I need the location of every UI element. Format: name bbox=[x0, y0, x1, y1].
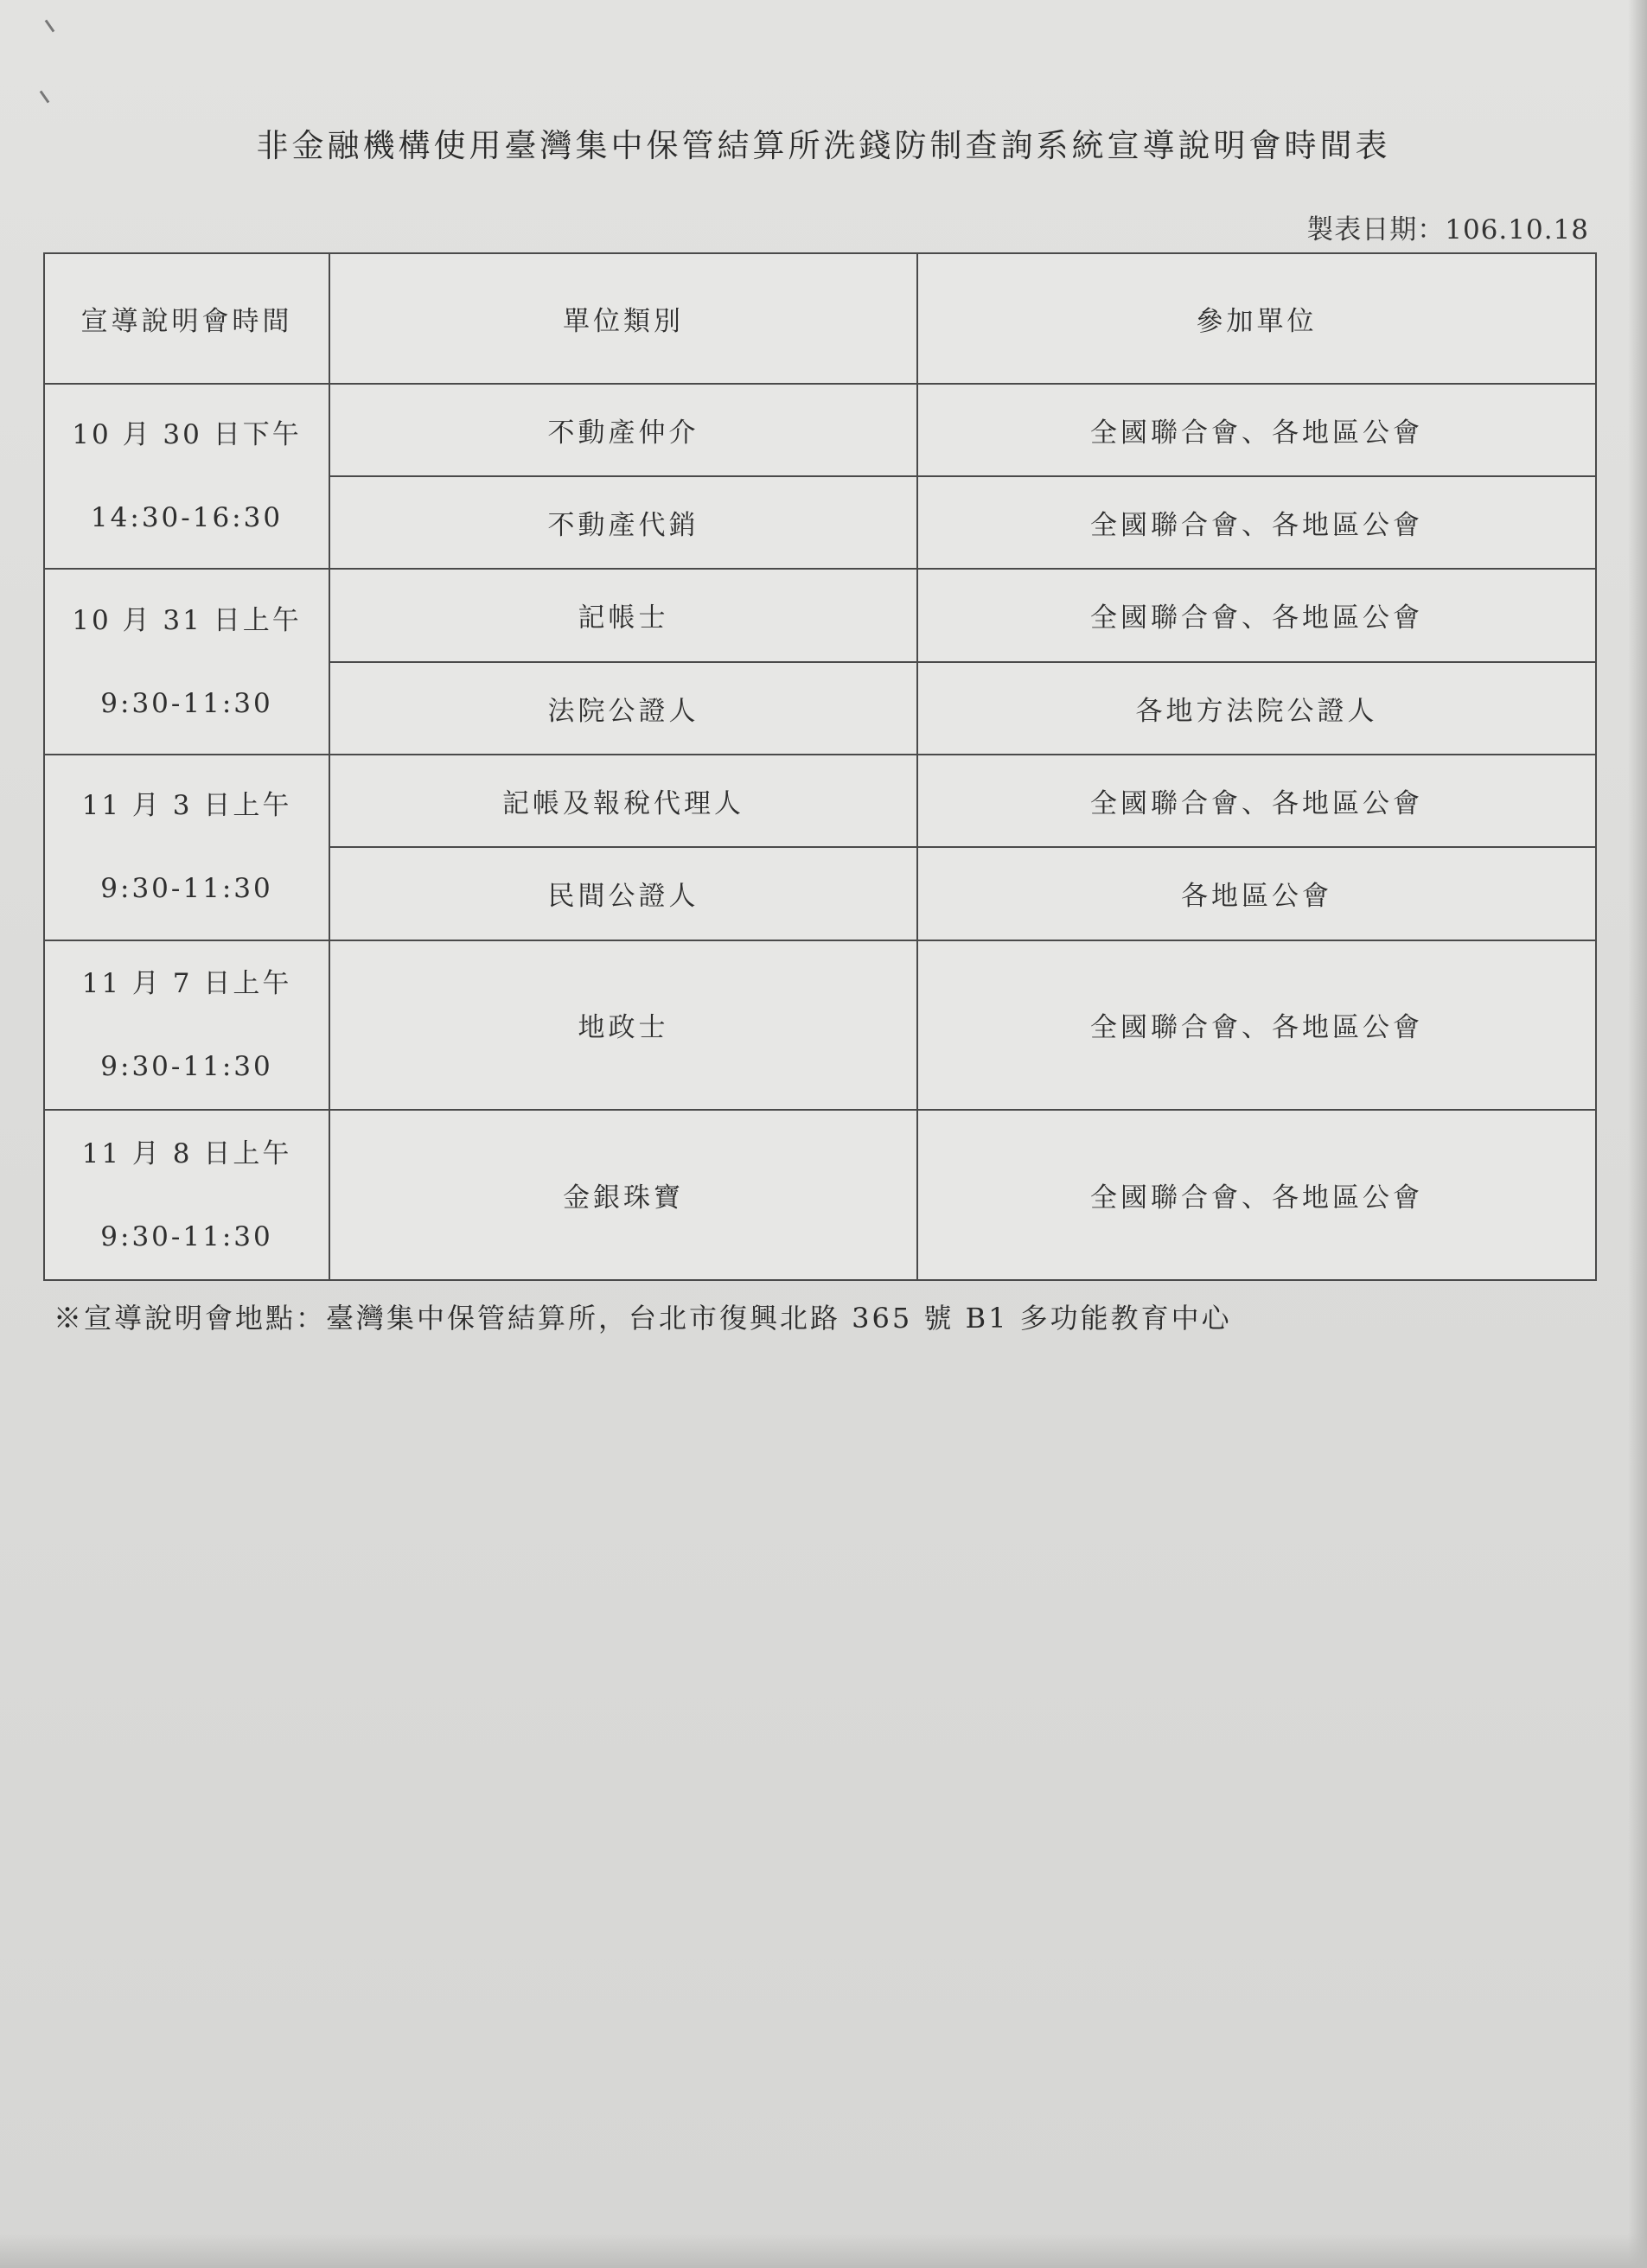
schedule-table bbox=[43, 252, 1597, 1281]
category-cell: 不動產代銷 bbox=[329, 476, 917, 569]
session-time-cell bbox=[44, 755, 329, 940]
category-cell: 記帳士 bbox=[329, 569, 917, 661]
participants-cell: 全國聯合會、各地區公會 bbox=[917, 384, 1596, 476]
session-time: 9:30-11:30 bbox=[100, 873, 273, 905]
creation-date: 製表日期：106.10.18 bbox=[1306, 214, 1589, 245]
participants-cell: 全國聯合會、各地區公會 bbox=[917, 476, 1596, 569]
table-row bbox=[44, 1110, 1596, 1280]
session-time-cell bbox=[44, 569, 329, 755]
session-date: 10 月 30 日下午 bbox=[72, 418, 302, 450]
category-cell: 民間公證人 bbox=[329, 847, 917, 940]
session-time-cell bbox=[44, 940, 329, 1111]
session-time-cell bbox=[44, 1110, 329, 1280]
category-cell: 記帳及報稅代理人 bbox=[329, 755, 917, 847]
session-time: 9:30-11:30 bbox=[100, 1220, 273, 1252]
session-time-cell bbox=[44, 384, 329, 570]
participants-cell: 各地區公會 bbox=[917, 847, 1596, 940]
category-cell: 法院公證人 bbox=[329, 662, 917, 755]
header-participants: 參加單位 bbox=[917, 253, 1596, 384]
header-time: 宣導說明會時間 bbox=[44, 253, 329, 384]
session-date: 11 月 8 日上午 bbox=[81, 1137, 292, 1169]
table-row bbox=[44, 384, 1596, 476]
session-time: 9:30-11:30 bbox=[100, 1050, 273, 1082]
session-time: 9:30-11:30 bbox=[100, 687, 273, 719]
paper-edge-shadow bbox=[1628, 0, 1647, 2268]
venue-note: ※宣導說明會地點：臺灣集中保管結算所，台北市復興北路 365 號 B1 多功能教育中心 bbox=[54, 1302, 1232, 1335]
paper-bottom-shadow bbox=[0, 2233, 1647, 2268]
category-cell: 地政士 bbox=[329, 940, 917, 1111]
category-cell: 金銀珠寶 bbox=[329, 1110, 917, 1280]
session-date: 11 月 3 日上午 bbox=[81, 790, 292, 822]
table-row bbox=[44, 755, 1596, 847]
participants-cell: 全國聯合會、各地區公會 bbox=[917, 940, 1596, 1111]
table-row bbox=[44, 569, 1596, 661]
session-date: 11 月 7 日上午 bbox=[81, 967, 292, 999]
scan-mark bbox=[45, 20, 55, 33]
document-title: 非金融機構使用臺灣集中保管結算所洗錢防制查詢系統宣導說明會時間表 bbox=[256, 127, 1391, 164]
header-category: 單位類別 bbox=[329, 253, 917, 384]
participants-cell: 全國聯合會、各地區公會 bbox=[917, 755, 1596, 847]
category-cell: 不動產仲介 bbox=[329, 384, 917, 476]
session-date: 10 月 31 日上午 bbox=[72, 604, 302, 636]
table-header-row bbox=[44, 253, 1596, 384]
participants-cell: 全國聯合會、各地區公會 bbox=[917, 1110, 1596, 1280]
participants-cell: 全國聯合會、各地區公會 bbox=[917, 569, 1596, 661]
participants-cell: 各地方法院公證人 bbox=[917, 662, 1596, 755]
table-row bbox=[44, 940, 1596, 1111]
session-time: 14:30-16:30 bbox=[90, 501, 284, 533]
scan-mark bbox=[40, 91, 50, 104]
